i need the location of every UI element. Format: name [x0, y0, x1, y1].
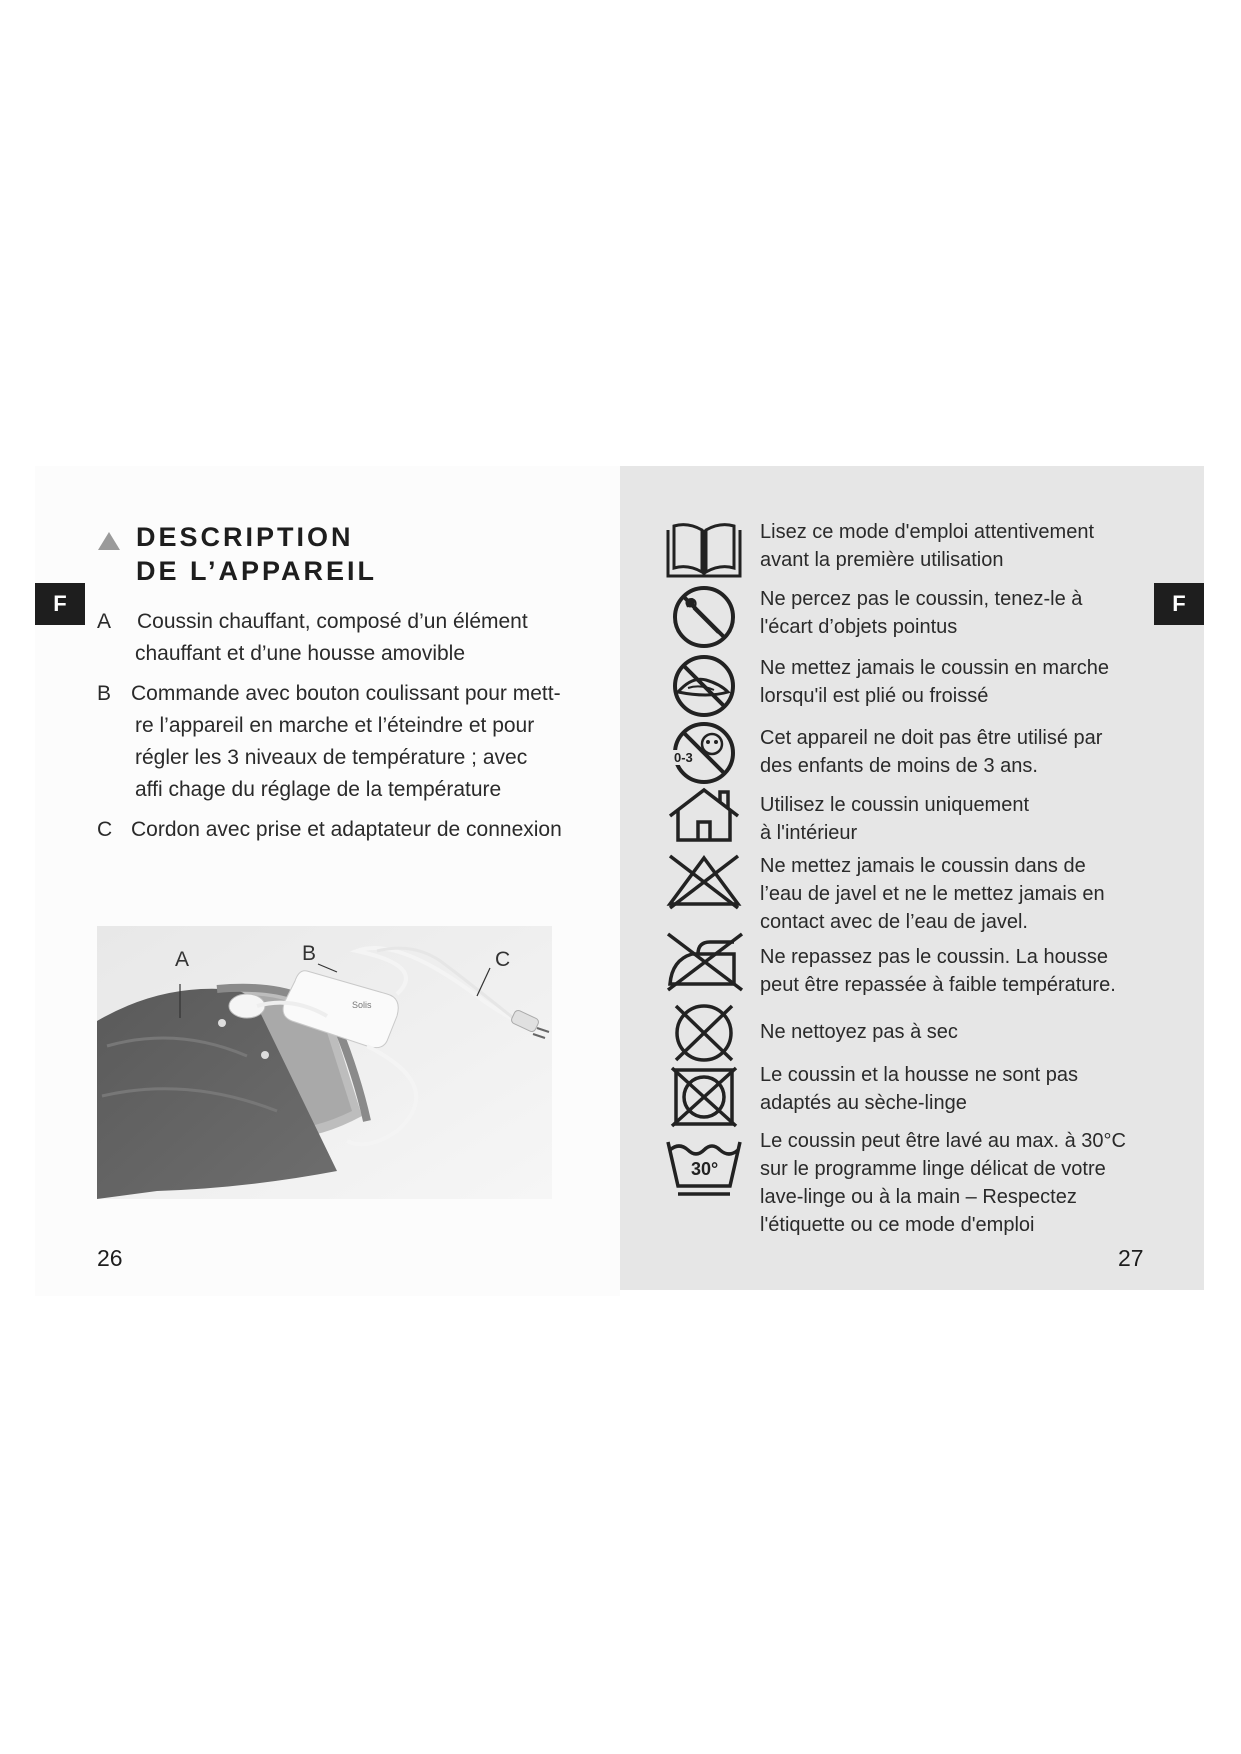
heading-line-1: DESCRIPTION — [136, 522, 354, 552]
symbol-line: à l'intérieur — [760, 822, 858, 844]
open-book-icon — [662, 520, 746, 582]
symbol-line: sur le programme linge délicat de votre — [760, 1158, 1106, 1180]
symbol-line: l’eau de javel et ne le mettez jamais en — [760, 883, 1105, 905]
no-tumble-dry-icon — [662, 1066, 746, 1128]
item-line: re l’appareil en marche et l’éteindre et pour — [135, 714, 535, 737]
item-line: Commande avec bouton coulissant pour mett- — [131, 682, 561, 705]
symbol-text-indoor — [760, 791, 1029, 847]
photo-label-c: C — [495, 948, 511, 971]
no-dry-clean-icon — [662, 1000, 746, 1066]
symbol-line: peut être repassée à faible température. — [760, 974, 1116, 996]
symbol-line: Ne mettez jamais le coussin dans de — [760, 855, 1086, 877]
language-tab-left: F — [35, 583, 85, 625]
symbol-text-no-tumble-dry — [760, 1061, 1078, 1117]
item-letter: C — [97, 818, 113, 841]
no-children-symbol — [662, 720, 746, 786]
photo-label-b: B — [302, 942, 317, 965]
symbol-line: Ne percez pas le coussin, tenez-le à — [760, 588, 1083, 610]
no-bleach-icon — [662, 852, 746, 910]
item-line: régler les 3 niveaux de température ; avec — [135, 746, 528, 769]
symbol-line: Le coussin et la housse ne sont pas — [760, 1064, 1078, 1086]
triangle-bullet-icon — [98, 532, 120, 550]
heading-line-2: DE L’APPAREIL — [136, 556, 378, 586]
item-line: Cordon avec prise et adaptateur de connexion — [131, 818, 562, 841]
symbol-line: l'écart d’objets pointus — [760, 616, 958, 638]
symbol-line: Ne mettez jamais le coussin en marche — [760, 657, 1110, 679]
page-number-left: 26 — [97, 1245, 123, 1271]
item-line: Coussin chauffant, composé d’un élément — [137, 610, 528, 633]
symbol-line: l'étiquette ou ce mode d'emploi — [760, 1214, 1035, 1236]
symbol-text-no-iron — [760, 943, 1116, 999]
symbol-line: Lisez ce mode d'emploi attentivement — [760, 521, 1094, 543]
age-badge: 0-3 — [674, 750, 693, 765]
symbol-text-no-dry-clean — [760, 1018, 958, 1046]
symbol-line: Ne nettoyez pas à sec — [760, 1021, 958, 1043]
symbol-line: avant la première utilisation — [760, 549, 1004, 571]
product-photo — [97, 926, 552, 1199]
symbol-text-no-bleach — [760, 852, 1105, 936]
symbol-line: lorsqu'il est plié ou froissé — [760, 685, 989, 707]
item-line: chauffant et d’une housse amovible — [135, 642, 466, 665]
symbol-text-no-pins — [760, 585, 1082, 641]
symbol-text-no-children — [760, 724, 1102, 780]
symbol-line: lave-linge ou à la main – Respectez — [760, 1186, 1077, 1208]
heating-pad-illustration — [97, 926, 552, 1199]
symbol-line: adaptés au sèche-linge — [760, 1092, 967, 1114]
symbol-line: Le coussin peut être lavé au max. à 30°C — [760, 1130, 1126, 1152]
no-pins-icon — [662, 585, 746, 649]
indoor-house-icon — [662, 786, 746, 844]
symbol-line: Cet appareil ne doit pas être utilisé par — [760, 727, 1103, 749]
symbol-text-wash-30 — [760, 1127, 1126, 1239]
language-tab-right: F — [1154, 583, 1204, 625]
temperature-badge: 30° — [691, 1159, 719, 1179]
item-letter: A — [97, 610, 112, 633]
symbol-text-no-folded — [760, 654, 1109, 710]
wash-30-symbol — [662, 1136, 746, 1200]
no-folded-icon — [662, 654, 746, 718]
item-line: affi chage du réglage de la température — [135, 778, 502, 801]
svg-text:Solis: Solis — [352, 1000, 372, 1010]
symbol-line: Utilisez le coussin uniquement — [760, 794, 1030, 816]
photo-label-a: A — [175, 948, 190, 971]
page-number-right: 27 — [1118, 1245, 1144, 1271]
symbol-line: Ne repassez pas le coussin. La housse — [760, 946, 1108, 968]
symbol-line: des enfants de moins de 3 ans. — [760, 755, 1038, 777]
item-letter: B — [97, 682, 112, 705]
symbol-line: contact avec de l’eau de javel. — [760, 911, 1028, 933]
no-iron-icon — [662, 930, 746, 994]
symbol-text-read-manual — [760, 518, 1094, 574]
